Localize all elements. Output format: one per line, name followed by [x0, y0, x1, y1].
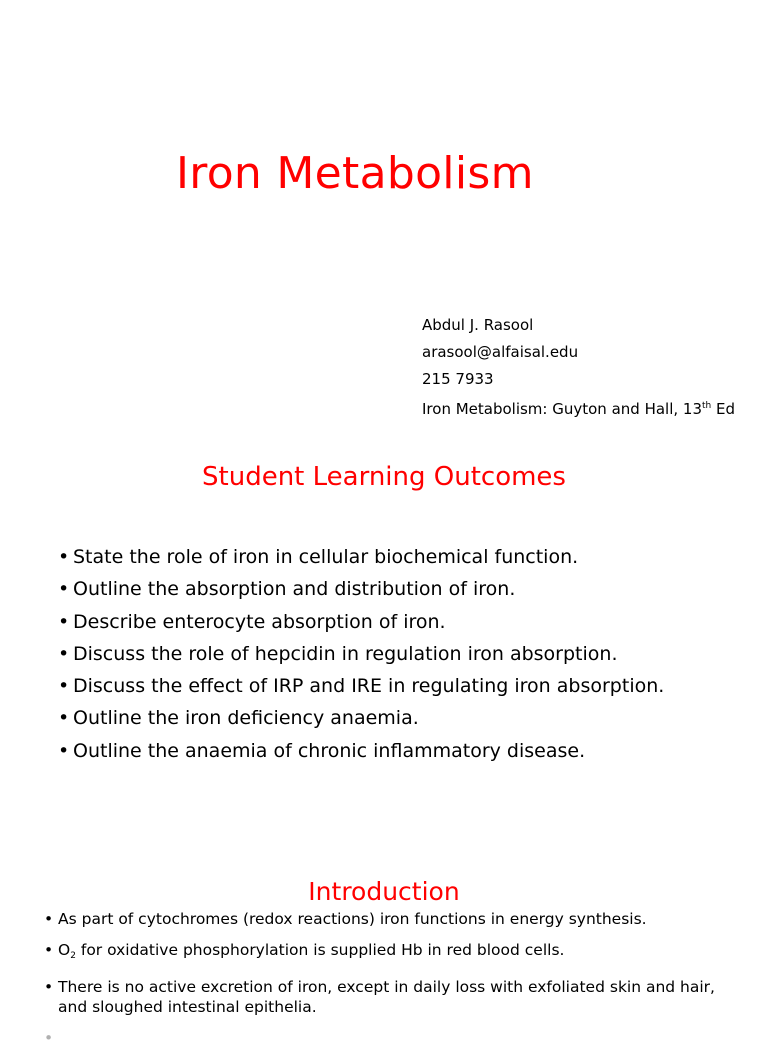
list-item	[58, 541, 664, 573]
list-item	[58, 702, 664, 734]
oxygen-subscript: 2	[70, 951, 76, 961]
presentation-title: Iron Metabolism	[176, 148, 534, 199]
learning-outcomes-heading: Student Learning Outcomes	[202, 462, 566, 492]
list-item-text: Outline the absorption and distribution of iron.	[73, 578, 516, 601]
introduction-slide	[0, 862, 768, 1047]
list-item	[44, 977, 734, 1017]
introduction-list	[44, 909, 734, 1047]
author-phone: 215 7933	[422, 370, 494, 388]
reference-suffix: Ed	[711, 400, 736, 418]
list-item-text: Describe enterocyte absorption of iron.	[73, 610, 446, 633]
list-item-text: Discuss the effect of IRP and IRE in regulating iron absorption.	[73, 675, 665, 698]
list-item-text: for oxidative phosphorylation is supplied Hb in red blood cells.	[75, 941, 565, 959]
author-name: Abdul J. Rasool	[422, 316, 534, 334]
author-email: arasool@alfaisal.edu	[422, 343, 579, 361]
list-item	[58, 670, 664, 702]
list-item	[58, 606, 664, 638]
list-item	[58, 573, 664, 605]
list-item	[44, 940, 734, 966]
list-item-text: Discuss the role of hepcidin in regulation iron absorption.	[73, 642, 618, 665]
list-item	[44, 909, 734, 929]
list-item-text: State the role of iron in cellular biochemical function.	[73, 546, 579, 568]
reference-ordinal: th	[702, 401, 712, 411]
introduction-heading: Introduction	[308, 877, 460, 906]
list-item-text: There is no active excretion of iron, except in daily loss with exfoliated skin and hair, and sloughed intestinal epithelia.	[58, 978, 715, 1016]
bullet-icon: •	[58, 642, 70, 665]
learning-outcomes-list	[58, 541, 664, 767]
bullet-icon: •	[58, 739, 70, 762]
list-item-text: As part of cytochromes (redox reactions) iron functions in energy synthesis.	[58, 910, 647, 928]
bullet-icon: •	[58, 675, 70, 698]
learning-outcomes-slide	[0, 450, 768, 840]
bullet-icon: •	[44, 1029, 54, 1047]
list-item-text: Outline the anaemia of chronic inflammatory disease.	[73, 739, 586, 762]
bullet-icon: •	[58, 610, 70, 633]
reference-text: Iron Metabolism: Guyton and Hall, 13	[422, 400, 702, 418]
list-item-text: Outline the iron deficiency anaemia.	[73, 707, 419, 730]
bullet-icon: •	[44, 978, 54, 996]
list-item	[58, 638, 664, 670]
list-item	[58, 735, 664, 767]
oxygen-symbol: O	[58, 941, 71, 959]
author-info	[422, 312, 735, 423]
bullet-icon: •	[58, 578, 70, 601]
bullet-icon: •	[44, 910, 54, 928]
bullet-icon: •	[44, 941, 54, 959]
author-reference	[422, 393, 735, 423]
bullet-icon: •	[58, 707, 70, 730]
title-slide	[0, 0, 768, 450]
bullet-icon: •	[58, 546, 70, 568]
